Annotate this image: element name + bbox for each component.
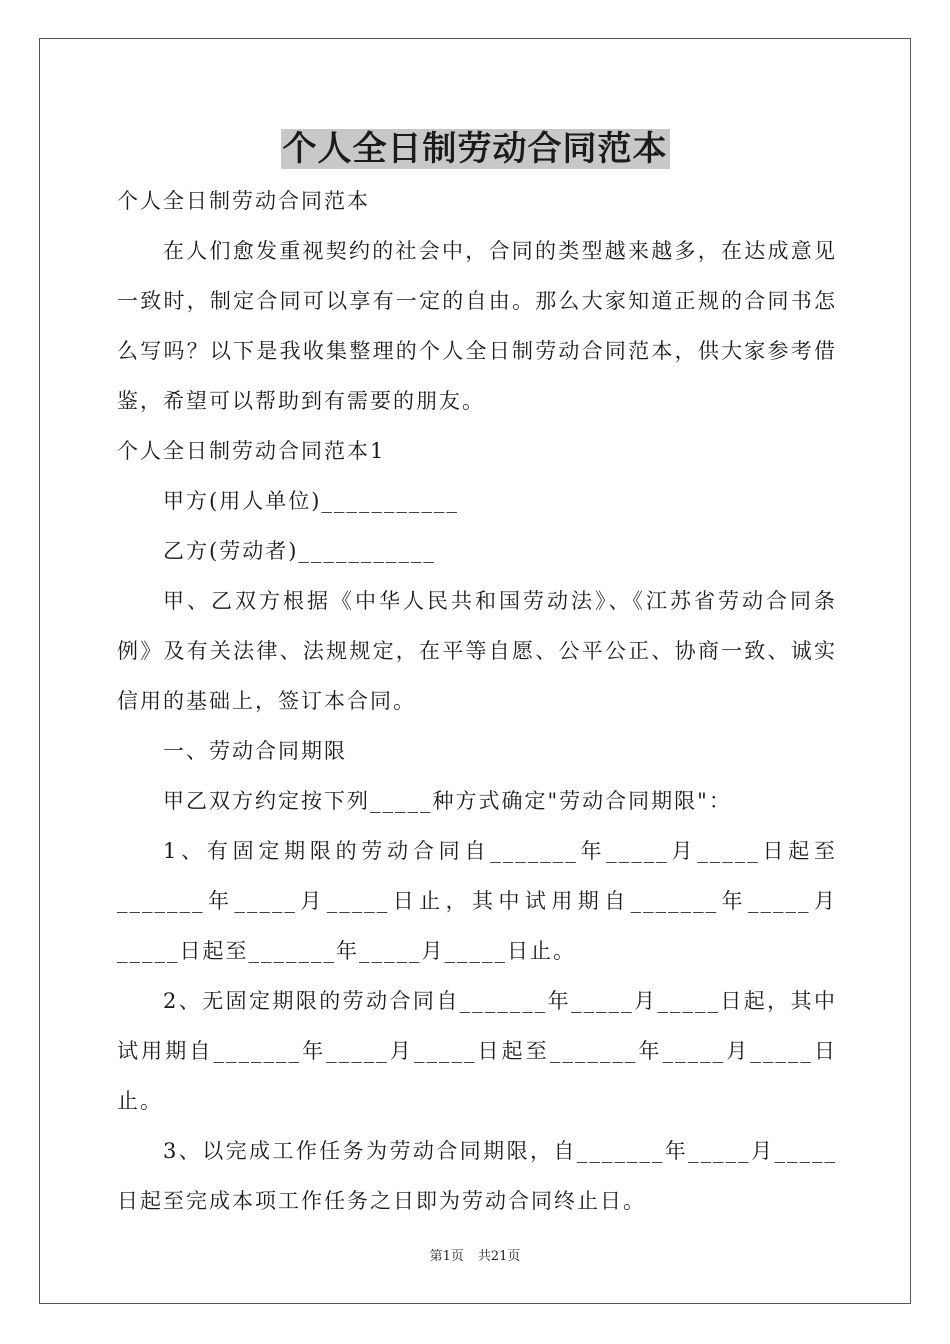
page-number: 第1页: [429, 1249, 464, 1264]
page-total: 共21页: [477, 1249, 521, 1264]
body-paragraph: 一、劳动合同期限: [163, 739, 347, 763]
document-body: [117, 176, 837, 1226]
page-footer: [0, 1249, 950, 1265]
body-paragraph: 3、以完成工作任务为劳动合同期限，自_______年_____月_____日起至完成本项工作任务之日即为劳动合同终止日。: [117, 1139, 837, 1213]
body-paragraph: 甲、乙双方根据《中华人民共和国劳动法》、《江苏省劳动合同条例》及有关法律、法规规定，在平等自愿、公平公正、协商一致、诚实信用的基础上，签订本合同。: [117, 589, 837, 713]
document-title: [0, 127, 950, 171]
body-paragraph: 个人全日制劳动合同范本1: [117, 439, 386, 463]
body-paragraph: 1、有固定期限的劳动合同自_______年_____月_____日起至_______年_____月_____日止，其中试用期自_______年_____月_____日起至_______年_____月_____日止。: [117, 839, 837, 963]
body-paragraph: 2、无固定期限的劳动合同自_______年_____月_____日起，其中试用期自_______年_____月_____日起至_______年_____月_____日止。: [117, 989, 837, 1113]
body-paragraph: 乙方(劳动者)___________: [163, 539, 436, 563]
body-paragraph: 个人全日制劳动合同范本: [117, 189, 370, 213]
document-title-text: 个人全日制劳动合同范本: [282, 129, 668, 169]
body-paragraph: 甲方(用人单位)___________: [163, 489, 459, 513]
body-paragraph: 在人们愈发重视契约的社会中，合同的类型越来越多，在达成意见一致时，制定合同可以享有一定的自由。那么大家知道正规的合同书怎么写吗？以下是我收集整理的个人全日制劳动合同范本，供大家参考借鉴，希望可以帮助到有需要的朋友。: [117, 239, 837, 413]
body-paragraph: 甲乙双方约定按下列_____种方式确定"劳动合同期限"：: [163, 789, 732, 813]
